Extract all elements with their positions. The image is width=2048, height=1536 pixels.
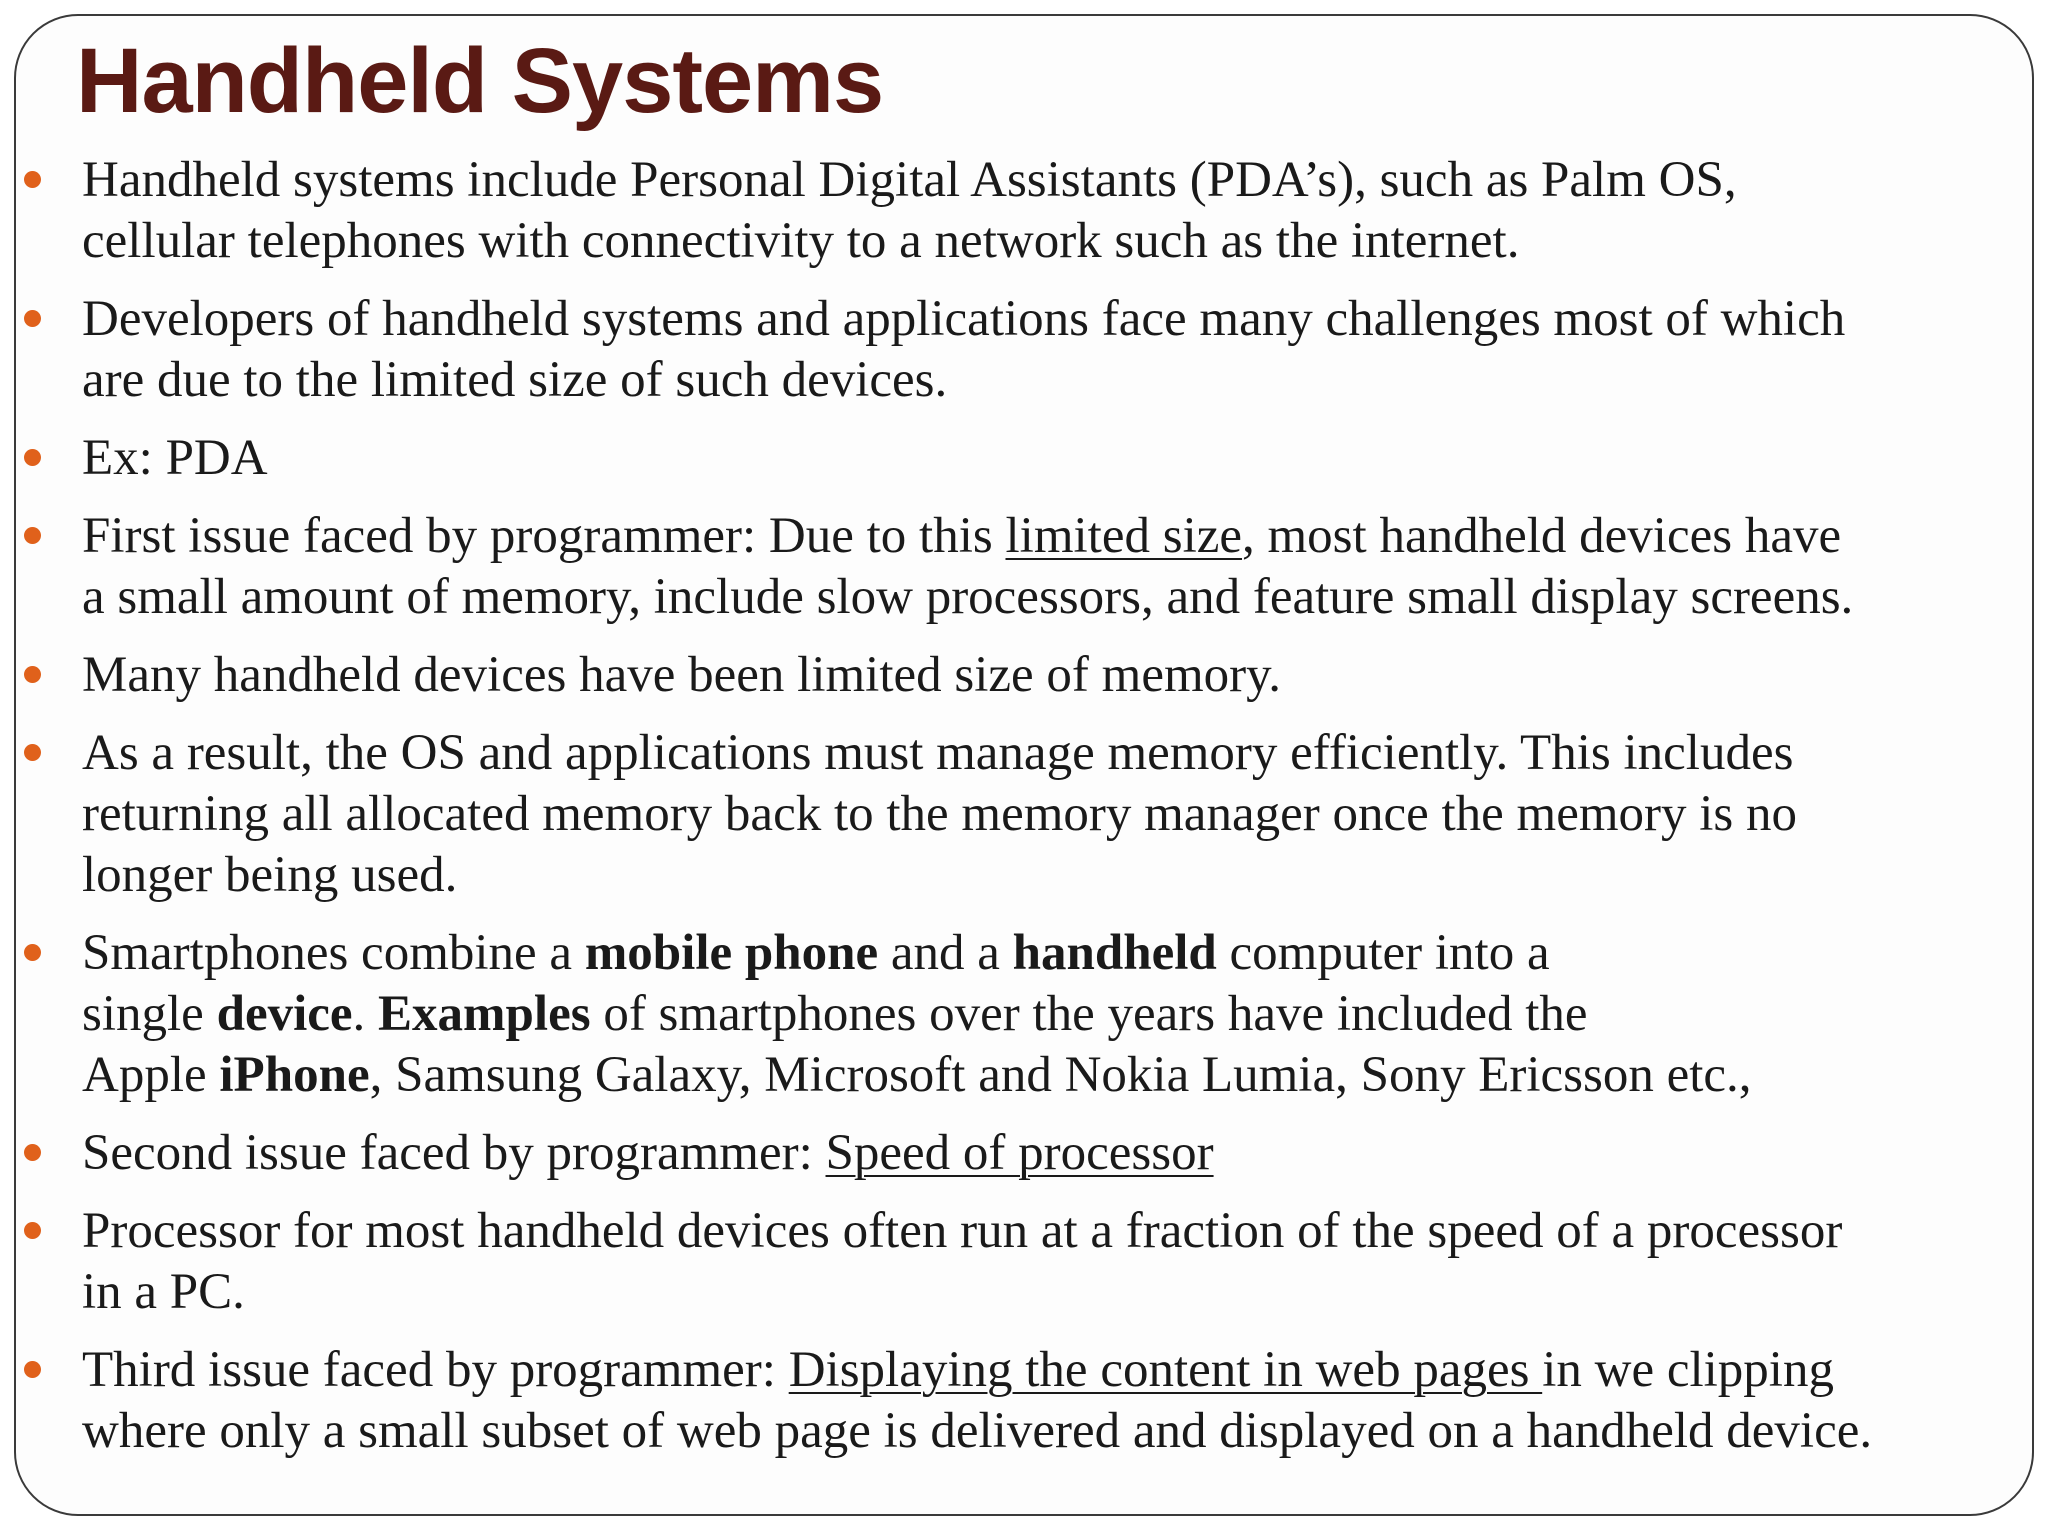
bullet-item — [0, 1340, 2048, 1462]
text-segment: , most handheld devices have — [1242, 508, 1842, 564]
bullet-dot-icon — [24, 944, 41, 961]
bullet-dot-icon — [24, 527, 41, 544]
text-segment: Smartphones combine a — [82, 925, 585, 981]
bullet-line — [82, 1123, 2028, 1184]
bullet-dot-icon — [24, 1361, 41, 1378]
bold-term: iPhone — [219, 1047, 370, 1103]
text-segment: . — [352, 986, 379, 1042]
bullet-item — [0, 1201, 2048, 1323]
bullet-line: a small amount of memory, include slow processors, and feature small display screens. — [82, 569, 1854, 625]
text-segment: single — [82, 986, 217, 1042]
text-segment: computer into a — [1216, 925, 1550, 981]
bullet-dot-icon — [24, 449, 41, 466]
bullet-dot-icon — [24, 1222, 41, 1239]
bold-term: device — [216, 986, 353, 1042]
slide-title: Handheld Systems — [76, 30, 884, 132]
text-segment: in we clipping — [1542, 1342, 1834, 1398]
text-segment: First issue faced by programmer: Due to this — [82, 508, 1006, 564]
bold-term: handheld — [1012, 925, 1217, 981]
underlined-term: Displaying the content in web pages — [788, 1342, 1543, 1398]
bullet-line — [82, 1045, 2028, 1106]
bullet-dot-icon — [24, 666, 41, 683]
bullet-line — [82, 984, 2028, 1045]
bullet-line: As a result, the OS and applications must manage memory efficiently. This includes — [82, 725, 1794, 781]
bullet-dot-icon — [24, 171, 41, 188]
bullet-item — [0, 150, 2048, 272]
text-segment: Third issue faced by programmer: — [82, 1342, 789, 1398]
text-segment: of smartphones over the years have included the — [590, 986, 1588, 1042]
bullet-line — [82, 923, 2028, 984]
bullet-item — [0, 645, 2048, 706]
bullet-line: Many handheld devices have been limited size of memory. — [82, 647, 1282, 703]
bullet-line: Developers of handheld systems and applications face many challenges most of which — [82, 291, 1846, 347]
bullet-item — [0, 289, 2048, 411]
bullet-line — [82, 506, 2028, 567]
text-segment: , Samsung Galaxy, Microsoft and Nokia Lumia, Sony Ericsson etc., — [369, 1047, 1752, 1103]
bullet-line — [82, 1340, 2028, 1401]
text-segment: and a — [878, 925, 1013, 981]
bullet-line: in a PC. — [82, 1264, 245, 1320]
bullet-line: longer being used. — [82, 847, 458, 903]
underlined-term: Speed of processor — [825, 1125, 1214, 1181]
bullet-line: cellular telephones with connectivity to a network such as the internet. — [82, 213, 1520, 269]
text-segment: Second issue faced by programmer: — [82, 1125, 826, 1181]
bullet-dot-icon — [24, 1144, 41, 1161]
text-segment: Apple — [82, 1047, 220, 1103]
bullet-line: where only a small subset of web page is delivered and displayed on a handheld device. — [82, 1403, 1873, 1459]
bullet-line: are due to the limited size of such devices. — [82, 352, 948, 408]
bullet-item — [0, 1123, 2048, 1184]
bold-term: Examples — [378, 986, 591, 1042]
bullet-list — [0, 150, 2048, 1479]
underlined-term: limited size — [1005, 508, 1243, 564]
bullet-item — [0, 428, 2048, 489]
bullet-item — [0, 923, 2048, 1106]
bold-term: mobile phone — [584, 925, 879, 981]
bullet-dot-icon — [24, 744, 41, 761]
bullet-line: Ex: PDA — [82, 430, 268, 486]
bullet-dot-icon — [24, 310, 41, 327]
bullet-line: Handheld systems include Personal Digital Assistants (PDA’s), such as Palm OS, — [82, 152, 1737, 208]
bullet-line: Processor for most handheld devices often run at a fraction of the speed of a processor — [82, 1203, 1843, 1259]
bullet-line: returning all allocated memory back to the memory manager once the memory is no — [82, 786, 1797, 842]
bullet-item — [0, 506, 2048, 628]
bullet-item — [0, 723, 2048, 906]
